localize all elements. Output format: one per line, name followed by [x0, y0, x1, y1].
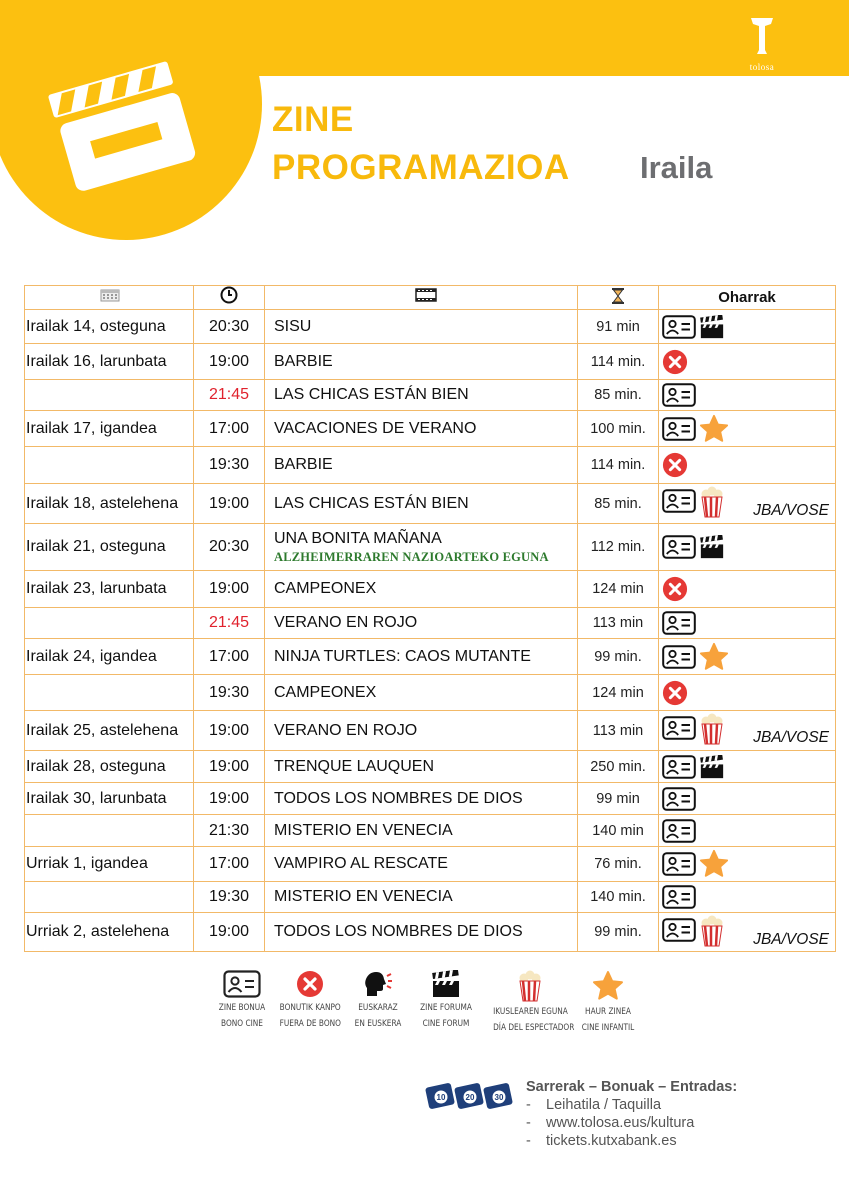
- row-time: 20:30: [194, 310, 265, 344]
- bono-card-icon: [223, 970, 261, 998]
- row-date: [25, 380, 194, 411]
- row-notes-icons: [659, 576, 835, 602]
- row-duration: 85 min.: [578, 380, 659, 411]
- red-x-icon: [662, 452, 688, 478]
- row-duration: 112 min.: [578, 524, 659, 571]
- row-time: 19:00: [194, 711, 265, 751]
- row-notes-icons: [659, 414, 835, 444]
- table-row: [25, 310, 836, 344]
- ticket-info-heading: Sarrerak – Bonuak – Entradas:: [526, 1079, 738, 1095]
- row-duration: 114 min.: [578, 447, 659, 484]
- row-title: LAS CHICAS ESTÁN BIEN: [274, 386, 469, 403]
- row-duration: 99 min.: [578, 639, 659, 675]
- row-time: 19:00: [194, 913, 265, 952]
- row-duration: 99 min: [578, 783, 659, 815]
- row-date: Irailak 16, larunbata: [25, 344, 194, 380]
- star-icon: [699, 642, 729, 672]
- row-notes: [659, 815, 836, 847]
- row-title: CAMPEONEX: [274, 580, 377, 597]
- red-x-icon: [662, 576, 688, 602]
- row-date: Irailak 17, igandea: [25, 411, 194, 447]
- row-title-cell: [265, 639, 578, 675]
- row-notes: [659, 344, 836, 380]
- row-title-cell: [265, 882, 578, 913]
- row-title: VERANO EN ROJO: [274, 614, 418, 631]
- row-notes: [659, 711, 836, 751]
- row-date: Irailak 21, osteguna: [25, 524, 194, 571]
- row-title-cell: [265, 524, 578, 571]
- row-title: SISU: [274, 317, 312, 335]
- popcorn-icon: [699, 486, 725, 518]
- row-date: [25, 447, 194, 484]
- table-row: [25, 639, 836, 675]
- row-title: UNA BONITA MAÑANA: [274, 529, 442, 547]
- red-x-icon: [662, 349, 688, 375]
- row-notes: [659, 913, 836, 952]
- title-column-header: [265, 286, 578, 310]
- row-notes: [659, 882, 836, 913]
- row-notes-icons: [659, 383, 835, 407]
- table-row: [25, 815, 836, 847]
- row-notes-icons: [659, 819, 835, 843]
- row-title: MISTERIO EN VENECIA: [274, 821, 453, 839]
- row-title-cell: [265, 847, 578, 882]
- row-notes-icons: [659, 918, 835, 947]
- legend-forum-line1: ZINE FORUMA: [420, 1003, 472, 1013]
- ticket-info-web-link[interactable]: www.tolosa.eus/kultura: [546, 1115, 695, 1131]
- row-notes: [659, 411, 836, 447]
- table-row: [25, 484, 836, 524]
- row-title: CAMPEONEX: [274, 683, 377, 701]
- row-title: LAS CHICAS ESTÁN BIEN: [274, 494, 469, 512]
- row-date: Irailak 28, osteguna: [25, 751, 194, 783]
- row-notes: [659, 447, 836, 484]
- ticket-badge-30: 30: [494, 1093, 504, 1102]
- row-time: 21:30: [194, 815, 265, 847]
- row-duration: 113 min: [578, 711, 659, 751]
- tolosa-logo: [742, 16, 782, 72]
- row-vose-label: JBA/VOSE: [753, 729, 829, 746]
- table-row: [25, 783, 836, 815]
- legend-fuera-line2: FUERA DE BONO: [279, 1019, 341, 1030]
- legend-item-euskara: [341, 970, 415, 1030]
- bono-card-icon: [662, 645, 696, 669]
- row-notes-icons: [659, 716, 835, 745]
- ticket-badge-10: 10: [436, 1093, 446, 1102]
- ticket-badge-20: 20: [465, 1093, 475, 1102]
- red-x-icon: [296, 970, 324, 998]
- row-title: VERANO EN ROJO: [274, 721, 418, 739]
- row-time: 17:00: [194, 411, 265, 447]
- table-row: [25, 847, 836, 882]
- program-rows: [25, 310, 836, 952]
- month-label: Iraila: [640, 150, 713, 185]
- legend-espectador-line1: IKUSLEAREN EGUNA: [493, 1007, 568, 1017]
- row-date: Irailak 30, larunbata: [25, 783, 194, 815]
- row-time: 17:00: [194, 847, 265, 882]
- bono-card-icon: [662, 716, 696, 740]
- table-row: [25, 711, 836, 751]
- row-title: BARBIE: [274, 456, 333, 473]
- clapperboard-logo-icon: [46, 52, 196, 192]
- legend-infantil-line2: CINE INFANTIL: [581, 1023, 635, 1034]
- calendar-icon: [100, 288, 120, 302]
- row-subtitle: ALZHEIMERRAREN NAZIOARTEKO EGUNA: [274, 549, 549, 564]
- row-notes: [659, 675, 836, 711]
- table-row: [25, 675, 836, 711]
- bono-card-icon: [662, 852, 696, 876]
- row-title-cell: [265, 310, 578, 344]
- legend-item-bono: [205, 970, 279, 1030]
- row-title-cell: [265, 711, 578, 751]
- legend-forum-line2: CINE FORUM: [422, 1019, 470, 1030]
- row-duration: 76 min.: [578, 847, 659, 882]
- row-time: 19:00: [194, 783, 265, 815]
- bono-card-icon: [662, 383, 696, 407]
- hourglass-icon: [611, 287, 625, 305]
- row-date: Irailak 14, osteguna: [25, 310, 194, 344]
- row-notes: [659, 524, 836, 571]
- legend-bono-line2: BONO CINE: [221, 1019, 263, 1030]
- row-duration: 124 min: [578, 675, 659, 711]
- row-title-cell: [265, 447, 578, 484]
- row-notes-icons: [659, 452, 835, 478]
- row-notes: [659, 608, 836, 639]
- row-notes-icons: [659, 349, 835, 375]
- row-date: Urriak 1, igandea: [25, 847, 194, 882]
- row-date: [25, 815, 194, 847]
- row-date: Irailak 18, astelehena: [25, 484, 194, 524]
- row-time: 17:00: [194, 639, 265, 675]
- ticket-info-kutxabank-link[interactable]: tickets.kutxabank.es: [546, 1133, 677, 1149]
- row-duration: 124 min: [578, 571, 659, 608]
- bono-card-icon: [662, 755, 696, 779]
- table-row: [25, 380, 836, 411]
- row-duration: 100 min.: [578, 411, 659, 447]
- row-title: TODOS LOS NOMBRES DE DIOS: [274, 789, 523, 807]
- row-notes-icons: [659, 849, 835, 879]
- row-duration: 114 min.: [578, 344, 659, 380]
- legend-item-espectador: [485, 970, 575, 1034]
- table-row: [25, 447, 836, 484]
- row-title: VAMPIRO AL RESCATE: [274, 855, 448, 872]
- row-title: TODOS LOS NOMBRES DE DIOS: [274, 923, 523, 940]
- row-date: Irailak 24, igandea: [25, 639, 194, 675]
- clapperboard-icon: [699, 755, 725, 779]
- clapperboard-icon: [699, 535, 725, 559]
- duration-column-header: [578, 286, 659, 310]
- legend-euskara-line2: EN EUSKERA: [354, 1019, 402, 1030]
- ticket-info-line: - www.tolosa.eus/kultura: [526, 1115, 695, 1131]
- row-duration: 140 min.: [578, 882, 659, 913]
- row-duration: 91 min: [578, 310, 659, 344]
- star-icon: [592, 970, 624, 1002]
- bono-card-icon: [662, 489, 696, 513]
- row-notes-icons: [659, 680, 835, 706]
- row-title-cell: [265, 571, 578, 608]
- table-row: [25, 608, 836, 639]
- legend-infantil-line1: HAUR ZINEA: [585, 1007, 631, 1017]
- row-notes-icons: [659, 787, 835, 811]
- row-duration: 85 min.: [578, 484, 659, 524]
- row-time: 19:00: [194, 571, 265, 608]
- row-title-cell: [265, 675, 578, 711]
- row-duration: 250 min.: [578, 751, 659, 783]
- time-column-header: [194, 286, 265, 310]
- bono-card-icon: [662, 535, 696, 559]
- bono-card-icon: [662, 885, 696, 909]
- ticket-info: [526, 1078, 737, 1150]
- row-notes: [659, 847, 836, 882]
- bono-card-icon: [662, 611, 696, 635]
- ticket-info-taquilla: Leihatila / Taquilla: [546, 1097, 662, 1113]
- row-time: 20:30: [194, 524, 265, 571]
- row-notes-icons: [659, 489, 835, 518]
- legend-item-forum: [409, 970, 483, 1030]
- table-row: [25, 571, 836, 608]
- table-row: [25, 751, 836, 783]
- clock-icon: [220, 286, 238, 304]
- row-notes-icons: [659, 315, 835, 339]
- legend: [205, 970, 650, 1040]
- star-icon: [699, 414, 729, 444]
- table-row: [25, 913, 836, 952]
- row-title-cell: [265, 411, 578, 447]
- ticket-info-line: - tickets.kutxabank.es: [526, 1133, 677, 1149]
- row-notes-icons: [659, 642, 835, 672]
- row-title: NINJA TURTLES: CAOS MUTANTE: [274, 647, 531, 665]
- row-title-cell: [265, 484, 578, 524]
- notes-column-header: Oharrak: [659, 286, 836, 310]
- row-notes: [659, 639, 836, 675]
- row-title-cell: [265, 815, 578, 847]
- row-duration: 140 min: [578, 815, 659, 847]
- row-time: 19:00: [194, 484, 265, 524]
- bono-card-icon: [662, 918, 696, 942]
- row-notes-icons: [659, 885, 835, 909]
- table-row: [25, 344, 836, 380]
- row-date: [25, 608, 194, 639]
- row-notes-icons: [659, 611, 835, 635]
- film-icon: [415, 288, 437, 302]
- row-time: 21:45: [194, 380, 265, 411]
- row-vose-label: JBA/VOSE: [753, 502, 829, 519]
- row-title-cell: [265, 751, 578, 783]
- row-title-cell: [265, 913, 578, 952]
- table-row: [25, 524, 836, 571]
- row-time: 19:00: [194, 751, 265, 783]
- row-title-cell: [265, 608, 578, 639]
- row-date: Irailak 23, larunbata: [25, 571, 194, 608]
- row-date: [25, 675, 194, 711]
- bono-card-icon: [662, 417, 696, 441]
- row-duration: 99 min.: [578, 913, 659, 952]
- table-row: [25, 882, 836, 913]
- row-date: Irailak 25, astelehena: [25, 711, 194, 751]
- table-row: [25, 411, 836, 447]
- popcorn-icon: [699, 915, 725, 947]
- legend-fuera-line1: BONUTIK KANPO: [279, 1003, 341, 1013]
- legend-item-infantil: [571, 970, 645, 1034]
- bono-card-icon: [662, 787, 696, 811]
- row-time: 19:30: [194, 675, 265, 711]
- row-vose-label: JBA/VOSE: [753, 930, 829, 948]
- row-date: Urriak 2, astelehena: [25, 913, 194, 952]
- star-icon: [699, 849, 729, 879]
- table-header-row: [25, 286, 836, 310]
- date-column-header: [25, 286, 194, 310]
- program-table: [24, 285, 836, 952]
- title-line-1: ZINE: [272, 100, 354, 139]
- red-x-icon: [662, 680, 688, 706]
- row-notes: [659, 783, 836, 815]
- row-title: MISTERIO EN VENECIA: [274, 888, 453, 905]
- legend-espectador-line2: DÍA DEL ESPECTADOR: [493, 1023, 575, 1034]
- legend-item-fuera-bono: [273, 970, 347, 1030]
- ticket-badges-icon: [425, 1081, 515, 1111]
- clapperboard-icon: [699, 315, 725, 339]
- popcorn-icon: [699, 713, 725, 745]
- row-title: VACACIONES DE VERANO: [274, 419, 477, 437]
- row-date: [25, 882, 194, 913]
- row-title-cell: [265, 344, 578, 380]
- row-notes: [659, 571, 836, 608]
- row-notes: [659, 380, 836, 411]
- tolosa-logo-icon: [749, 16, 775, 56]
- row-notes-icons: [659, 755, 835, 779]
- bono-card-icon: [662, 315, 696, 339]
- row-notes-icons: [659, 535, 835, 559]
- popcorn-icon: [517, 970, 543, 1002]
- ticket-info-line: - Leihatila / Taquilla: [526, 1097, 662, 1113]
- legend-bono-line1: ZINE BONUA: [218, 1003, 266, 1013]
- bono-card-icon: [662, 819, 696, 843]
- row-notes: [659, 484, 836, 524]
- row-title-cell: [265, 783, 578, 815]
- row-notes: [659, 751, 836, 783]
- row-time: 19:00: [194, 344, 265, 380]
- row-title: BARBIE: [274, 352, 333, 370]
- row-time: 21:45: [194, 608, 265, 639]
- row-title: TRENQUE LAUQUEN: [274, 757, 435, 775]
- row-duration: 113 min: [578, 608, 659, 639]
- legend-euskara-line1: EUSKARAZ: [358, 1003, 398, 1013]
- row-title-cell: [265, 380, 578, 411]
- logo-text: tolosa: [749, 62, 775, 72]
- row-notes: [659, 310, 836, 344]
- row-time: 19:30: [194, 882, 265, 913]
- row-time: 19:30: [194, 447, 265, 484]
- speaking-head-icon: [363, 970, 393, 998]
- clapperboard-icon: [431, 970, 461, 998]
- title-line-2: PROGRAMAZIOA: [272, 148, 570, 187]
